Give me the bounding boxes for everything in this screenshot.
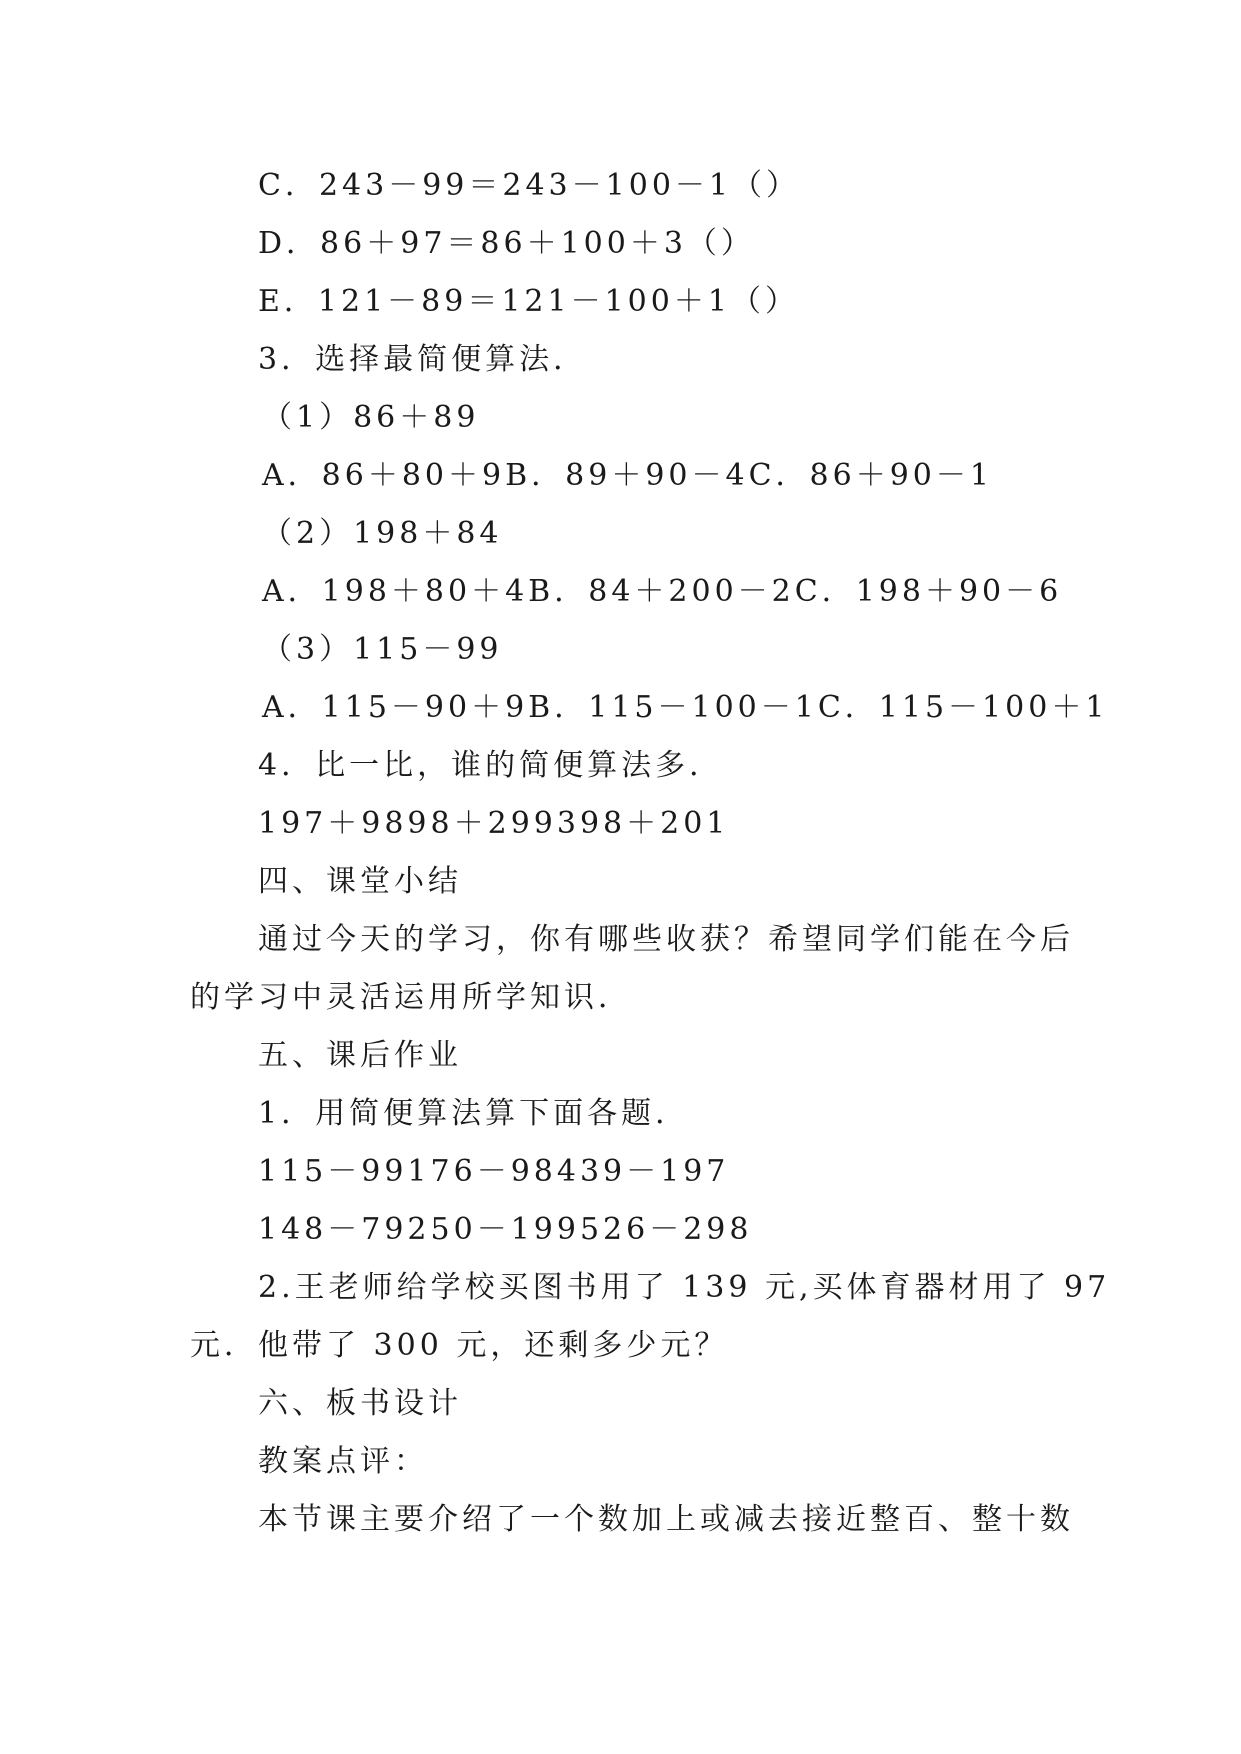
section-heading: 五、课后作业 (258, 1038, 462, 1073)
text-line: 的学习中灵活运用所学知识． (190, 980, 632, 1015)
text-line: 3．选择最简便算法． (258, 342, 588, 377)
text-line: A．198＋80＋4B．84＋200－2C．198＋90－6 (262, 574, 1063, 609)
text-line: （1）86＋89 (262, 400, 480, 435)
text-line: 1．用简便算法算下面各题． (258, 1096, 690, 1131)
text-line: A．86＋80＋9B．89＋90－4C．86＋90－1 (262, 458, 993, 493)
section-heading: 六、板书设计 (258, 1386, 462, 1421)
text-line: （3）115－99 (262, 632, 503, 667)
text-line: 教案点评： (258, 1444, 428, 1479)
text-line: 本节课主要介绍了一个数加上或减去接近整百、整十数 (258, 1502, 1074, 1537)
text-line: 115－99176－98439－197 (258, 1154, 730, 1189)
text-line: （2）198＋84 (262, 516, 503, 551)
text-line: 197＋9898＋299398＋201 (258, 806, 730, 841)
text-line: 通过今天的学习，你有哪些收获？希望同学们能在今后 (258, 922, 1074, 957)
text-line: D．86＋97＝86＋100＋3（） (258, 226, 755, 261)
text-line: C．243－99＝243－100－1（） (258, 168, 800, 203)
text-line: 4．比一比，谁的简便算法多． (258, 748, 724, 783)
text-line: A．115－90＋9B．115－100－1C．115－100＋1 (262, 690, 1109, 725)
text-line: E．121－89＝121－100＋1（） (258, 284, 799, 319)
text-line: 148－79250－199526－298 (258, 1212, 753, 1247)
text-line: 元．他带了 300 元，还剩多少元？ (190, 1328, 729, 1363)
text-line: 2.王老师给学校买图书用了 139 元,买体育器材用了 97 (258, 1270, 1111, 1305)
section-heading: 四、课堂小结 (258, 864, 462, 899)
